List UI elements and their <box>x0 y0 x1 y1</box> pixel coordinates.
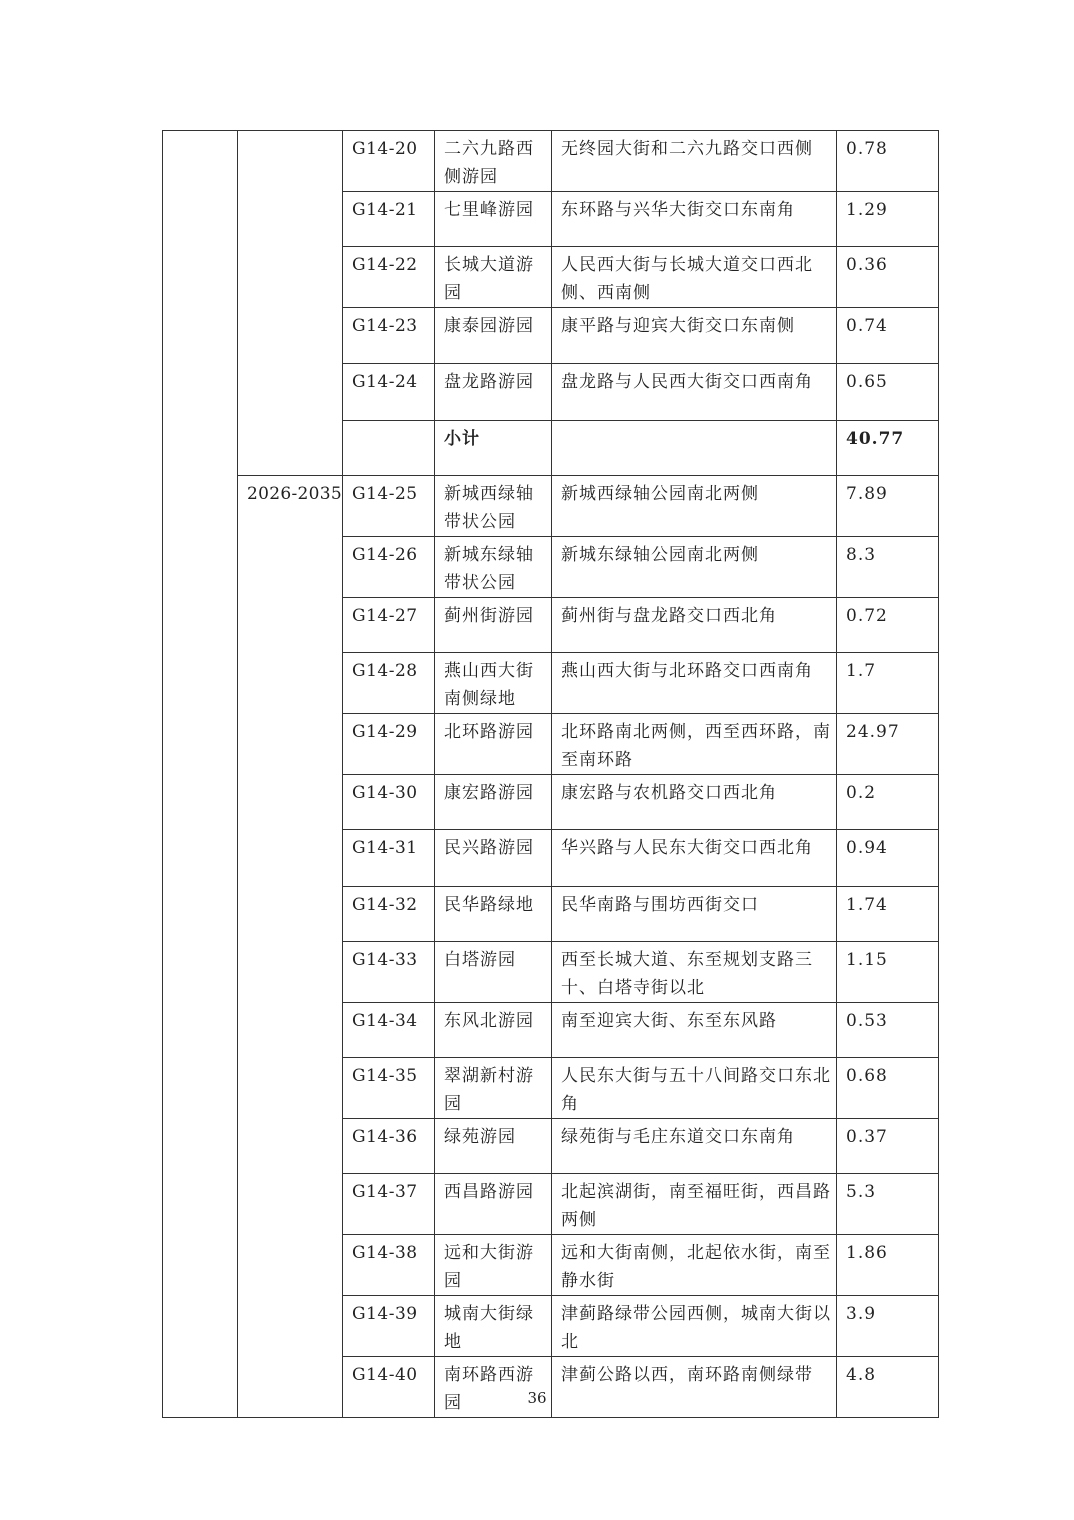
subtotal-id-cell <box>343 421 435 476</box>
park-area-cell: 1.86 <box>837 1235 939 1296</box>
park-location-cell: 民华南路与围坊西街交口 <box>552 887 837 942</box>
park-name-cell: 远和大街游园 <box>435 1235 552 1296</box>
park-id-cell: G14-24 <box>343 364 435 421</box>
park-name-cell: 新城东绿轴带状公园 <box>435 537 552 598</box>
park-location-cell: 西至长城大道、东至规划支路三十、白塔寺街以北 <box>552 942 837 1003</box>
park-id-cell: G14-32 <box>343 887 435 942</box>
park-id-cell: G14-22 <box>343 247 435 308</box>
park-location-cell: 康宏路与农机路交口西北角 <box>552 775 837 830</box>
park-location-cell: 绿苑街与毛庄东道交口东南角 <box>552 1119 837 1174</box>
park-location-cell: 蓟州街与盘龙路交口西北角 <box>552 598 837 653</box>
park-name-cell: 盘龙路游园 <box>435 364 552 421</box>
park-location-cell: 新城东绿轴公园南北两侧 <box>552 537 837 598</box>
park-id-cell: G14-26 <box>343 537 435 598</box>
park-name-cell: 北环路游园 <box>435 714 552 775</box>
page-number: 36 <box>527 1389 547 1407</box>
park-location-cell: 津蓟路绿带公园西侧，城南大街以北 <box>552 1296 837 1357</box>
park-id-cell: G14-27 <box>343 598 435 653</box>
park-area-cell: 7.89 <box>837 476 939 537</box>
park-name-cell: 民华路绿地 <box>435 887 552 942</box>
park-area-cell: 1.29 <box>837 192 939 247</box>
park-area-cell: 4.8 <box>837 1357 939 1418</box>
park-name-cell: 绿苑游园 <box>435 1119 552 1174</box>
park-location-cell: 康平路与迎宾大街交口东南侧 <box>552 308 837 364</box>
park-location-cell: 东环路与兴华大街交口东南角 <box>552 192 837 247</box>
park-area-cell: 0.2 <box>837 775 939 830</box>
park-location-cell: 盘龙路与人民西大街交口西南角 <box>552 364 837 421</box>
subtotal-label: 小计 <box>435 421 552 476</box>
park-name-cell: 康宏路游园 <box>435 775 552 830</box>
park-id-cell: G14-39 <box>343 1296 435 1357</box>
park-area-cell: 0.78 <box>837 131 939 192</box>
park-area-cell: 0.65 <box>837 364 939 421</box>
park-id-cell: G14-23 <box>343 308 435 364</box>
park-name-cell: 七里峰游园 <box>435 192 552 247</box>
park-area-cell: 8.3 <box>837 537 939 598</box>
park-location-cell: 北起滨湖街，南至福旺街，西昌路两侧 <box>552 1174 837 1235</box>
park-location-cell: 华兴路与人民东大街交口西北角 <box>552 830 837 887</box>
park-id-cell: G14-38 <box>343 1235 435 1296</box>
park-name-cell: 二六九路西侧游园 <box>435 131 552 192</box>
park-id-cell: G14-35 <box>343 1058 435 1119</box>
park-name-cell: 翠湖新村游园 <box>435 1058 552 1119</box>
park-id-cell: G14-34 <box>343 1003 435 1058</box>
park-name-cell: 西昌路游园 <box>435 1174 552 1235</box>
park-name-cell: 白塔游园 <box>435 942 552 1003</box>
park-location-cell: 人民东大街与五十八间路交口东北角 <box>552 1058 837 1119</box>
park-name-cell: 新城西绿轴带状公园 <box>435 476 552 537</box>
park-area-cell: 0.37 <box>837 1119 939 1174</box>
park-area-cell: 1.15 <box>837 942 939 1003</box>
park-id-cell: G14-28 <box>343 653 435 714</box>
period-cell <box>238 131 343 476</box>
park-location-cell: 人民西大街与长城大道交口西北侧、西南侧 <box>552 247 837 308</box>
category-cell <box>163 131 238 1418</box>
park-area-cell: 0.94 <box>837 830 939 887</box>
park-location-cell: 北环路南北两侧，西至西环路，南至南环路 <box>552 714 837 775</box>
park-location-cell: 燕山西大街与北环路交口西南角 <box>552 653 837 714</box>
park-id-cell: G14-40 <box>343 1357 435 1418</box>
park-id-cell: G14-36 <box>343 1119 435 1174</box>
park-area-cell: 0.68 <box>837 1058 939 1119</box>
subtotal-value: 40.77 <box>837 421 939 476</box>
park-name-cell: 南环路西游园 <box>435 1357 552 1418</box>
park-id-cell: G14-33 <box>343 942 435 1003</box>
park-id-cell: G14-21 <box>343 192 435 247</box>
park-area-cell: 0.74 <box>837 308 939 364</box>
park-name-cell: 蓟州街游园 <box>435 598 552 653</box>
period-cell: 2026-2035 <box>238 476 343 1418</box>
park-location-cell: 远和大街南侧，北起依水街，南至静水街 <box>552 1235 837 1296</box>
park-id-cell: G14-31 <box>343 830 435 887</box>
park-id-cell: G14-29 <box>343 714 435 775</box>
table-row <box>163 476 939 537</box>
park-area-cell: 0.53 <box>837 1003 939 1058</box>
park-id-cell: G14-25 <box>343 476 435 537</box>
park-area-cell: 1.74 <box>837 887 939 942</box>
park-area-cell: 0.72 <box>837 598 939 653</box>
park-area-cell: 5.3 <box>837 1174 939 1235</box>
park-name-cell: 燕山西大街南侧绿地 <box>435 653 552 714</box>
park-area-cell: 24.97 <box>837 714 939 775</box>
park-id-cell: G14-30 <box>343 775 435 830</box>
table-row <box>163 131 939 192</box>
park-name-cell: 长城大道游园 <box>435 247 552 308</box>
park-location-cell: 无终园大街和二六九路交口西侧 <box>552 131 837 192</box>
park-table <box>162 130 939 1418</box>
park-location-cell: 南至迎宾大街、东至东风路 <box>552 1003 837 1058</box>
park-location-cell: 新城西绿轴公园南北两侧 <box>552 476 837 537</box>
park-id-cell: G14-20 <box>343 131 435 192</box>
park-name-cell: 康泰园游园 <box>435 308 552 364</box>
park-name-cell: 城南大街绿地 <box>435 1296 552 1357</box>
park-area-cell: 3.9 <box>837 1296 939 1357</box>
park-area-cell: 0.36 <box>837 247 939 308</box>
park-name-cell: 民兴路游园 <box>435 830 552 887</box>
subtotal-location-cell <box>552 421 837 476</box>
park-location-cell: 津蓟公路以西，南环路南侧绿带 <box>552 1357 837 1418</box>
park-id-cell: G14-37 <box>343 1174 435 1235</box>
park-area-cell: 1.7 <box>837 653 939 714</box>
park-name-cell: 东风北游园 <box>435 1003 552 1058</box>
